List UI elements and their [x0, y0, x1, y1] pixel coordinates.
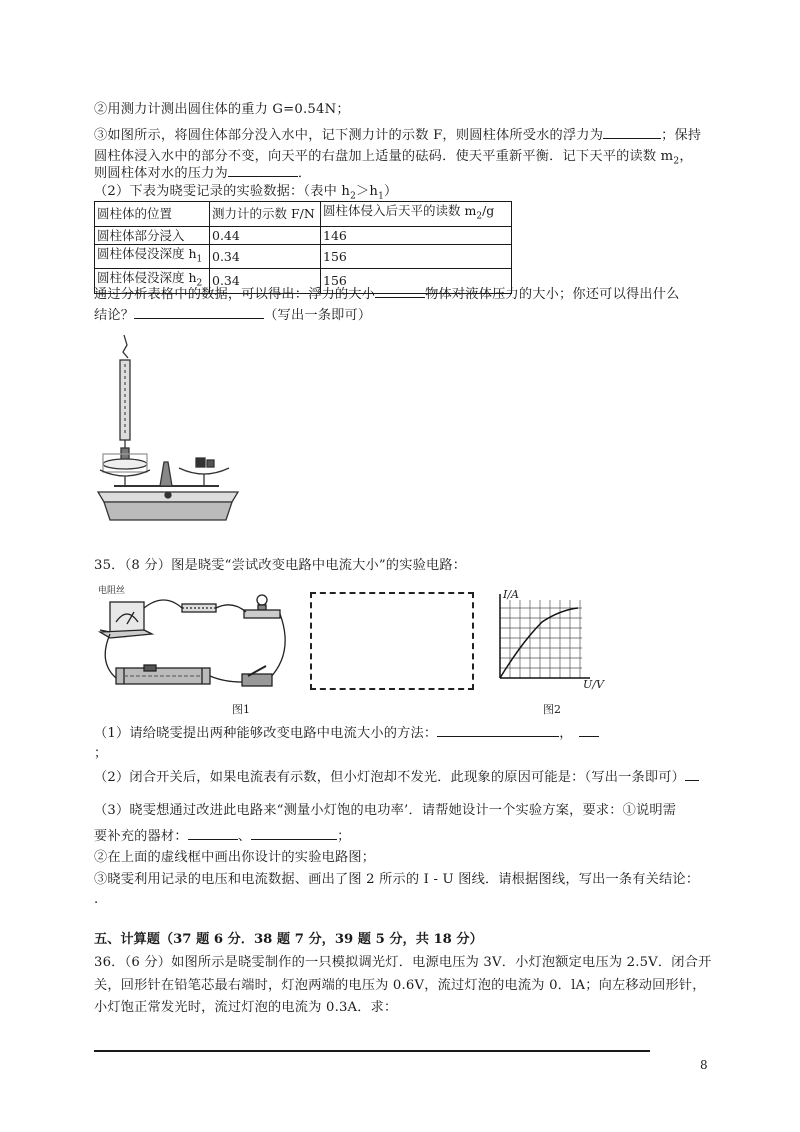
q34-analysis-line2: 结论？ （写出一条即可） [94, 304, 371, 326]
answer-blank[interactable] [375, 283, 425, 298]
q36-line3: 小灯饱正常发光时，流过灯泡的电流为 0.3A．求： [94, 1000, 398, 1015]
data-table [94, 201, 512, 294]
q34-step3-line2: 圆柱体浸入水中的部分不变，向天平的右盘加上适量的砝码．使天平重新平衡．记下天平的读数 $m_2$， [94, 149, 693, 167]
answer-blank[interactable] [188, 825, 238, 840]
table-cell: 圆柱体侵没深度 $h_1$ [95, 244, 210, 269]
answer-blank[interactable] [437, 722, 559, 737]
answer-blank[interactable] [603, 124, 661, 139]
q34-step3-line3: 则圆柱体对水的压力为 ． [94, 162, 311, 184]
table-cell: 圆柱体部分浸入 [95, 226, 210, 244]
q35-part3-line4: ③晓雯利用记录的电压和电流数据、画出了图 2 所示的 I - U 图线．请根据图线，写出一条有关结论： [94, 872, 700, 887]
q35-part3-line5: . [94, 892, 99, 907]
table-cell: 156 [321, 244, 512, 269]
circuit-design-box[interactable] [310, 592, 474, 690]
answer-blank[interactable] [228, 162, 298, 177]
table-cell: 0.34 [210, 244, 321, 269]
circuit-figure [94, 582, 294, 702]
q35-part3-line2: 要补充的器材： 、 ； [94, 825, 351, 847]
figure1-caption: 图1 [232, 703, 250, 716]
figure2-caption: 图2 [543, 703, 561, 716]
q34-step3-line1: ③如图所示，将圆住体部分没入水中，记下测力计的示数 F，则圆柱体所受水的浮力为 ；保持 [94, 124, 701, 146]
answer-blank[interactable] [251, 825, 337, 840]
table-cell: 0.44 [210, 226, 321, 244]
q34-part2-intro: （2）下表为晓雯记录的实验数据：（表中 $h_2>h_1$） [94, 184, 398, 202]
q35-title: 35．（8 分）图是晓雯“尝试改变电路中电流大小”的实验电路： [94, 558, 467, 573]
graph-y-label: I/A [503, 588, 519, 601]
balance-scale-figure [94, 330, 244, 525]
section5-title: 五、计算题（37 题 6 分．38 题 7 分，39 题 5 分，共 18 分） [94, 932, 483, 947]
q36-line2: 关，回形针在铅笔芯最右端时，灯泡两端的电压为 0.6V，流过灯泡的电流为 0．lA；向左移动回形针， [94, 978, 706, 993]
graph-x-label: U/V [583, 678, 604, 691]
table-cell: 146 [321, 226, 512, 244]
answer-blank[interactable] [134, 304, 264, 319]
page-number: 8 [700, 1058, 708, 1072]
table-cell: 0.34 [210, 269, 321, 294]
answer-blank[interactable] [685, 766, 699, 781]
answer-blank[interactable] [579, 722, 599, 737]
q34-analysis-line1: 通过分析表格中的数据，可以得出：浮力的大小 物体对液体压力的大小；你还可以得出什么 [94, 283, 680, 305]
table-row [95, 226, 512, 244]
footer-rule [94, 1050, 650, 1052]
table-header-cell: 测力计的示数 F/N [210, 202, 321, 227]
resistor-label: 电阻丝 [98, 586, 126, 596]
table-cell: 156 [321, 269, 512, 294]
q35-part2: （2）闭合开关后，如果电流表有示数，但小灯泡却不发光．此现象的原因可能是：（写出一条即可） [94, 766, 699, 788]
iu-graph-figure [490, 590, 605, 690]
table-header-cell: 圆柱体侵入后天平的读数 $m_2/g$ [321, 202, 512, 227]
q35-part3-line3: ②在上面的虚线框中画出你设计的实验电路图； [94, 850, 376, 865]
table-row [95, 244, 512, 269]
q36-line1: 36．（6 分）如图所示是晓雯制作的一只模拟调光灯．电源电压为 3V．小灯泡额定电压为 2.5V．闭合开 [94, 955, 712, 970]
q34-step2: ②用测力计测出圆住体的重力 G=0.54N； [94, 102, 350, 117]
table-header-row [95, 202, 512, 227]
q35-part1: （1）请给晓雯提出两种能够改变电路中电流大小的方法： ， [94, 722, 599, 744]
q35-part3-line1: （3）晓雯想通过改进此电路来“测量小灯饱的电功率’．请帮她设计一个实验方案，要求：①说明需 [94, 803, 677, 818]
table-cell: 圆柱体侵没深度 $h_2$ [95, 269, 210, 294]
q35-part1-end: ； [94, 746, 108, 761]
table-header-cell: 圆柱体的位置 [95, 202, 210, 227]
